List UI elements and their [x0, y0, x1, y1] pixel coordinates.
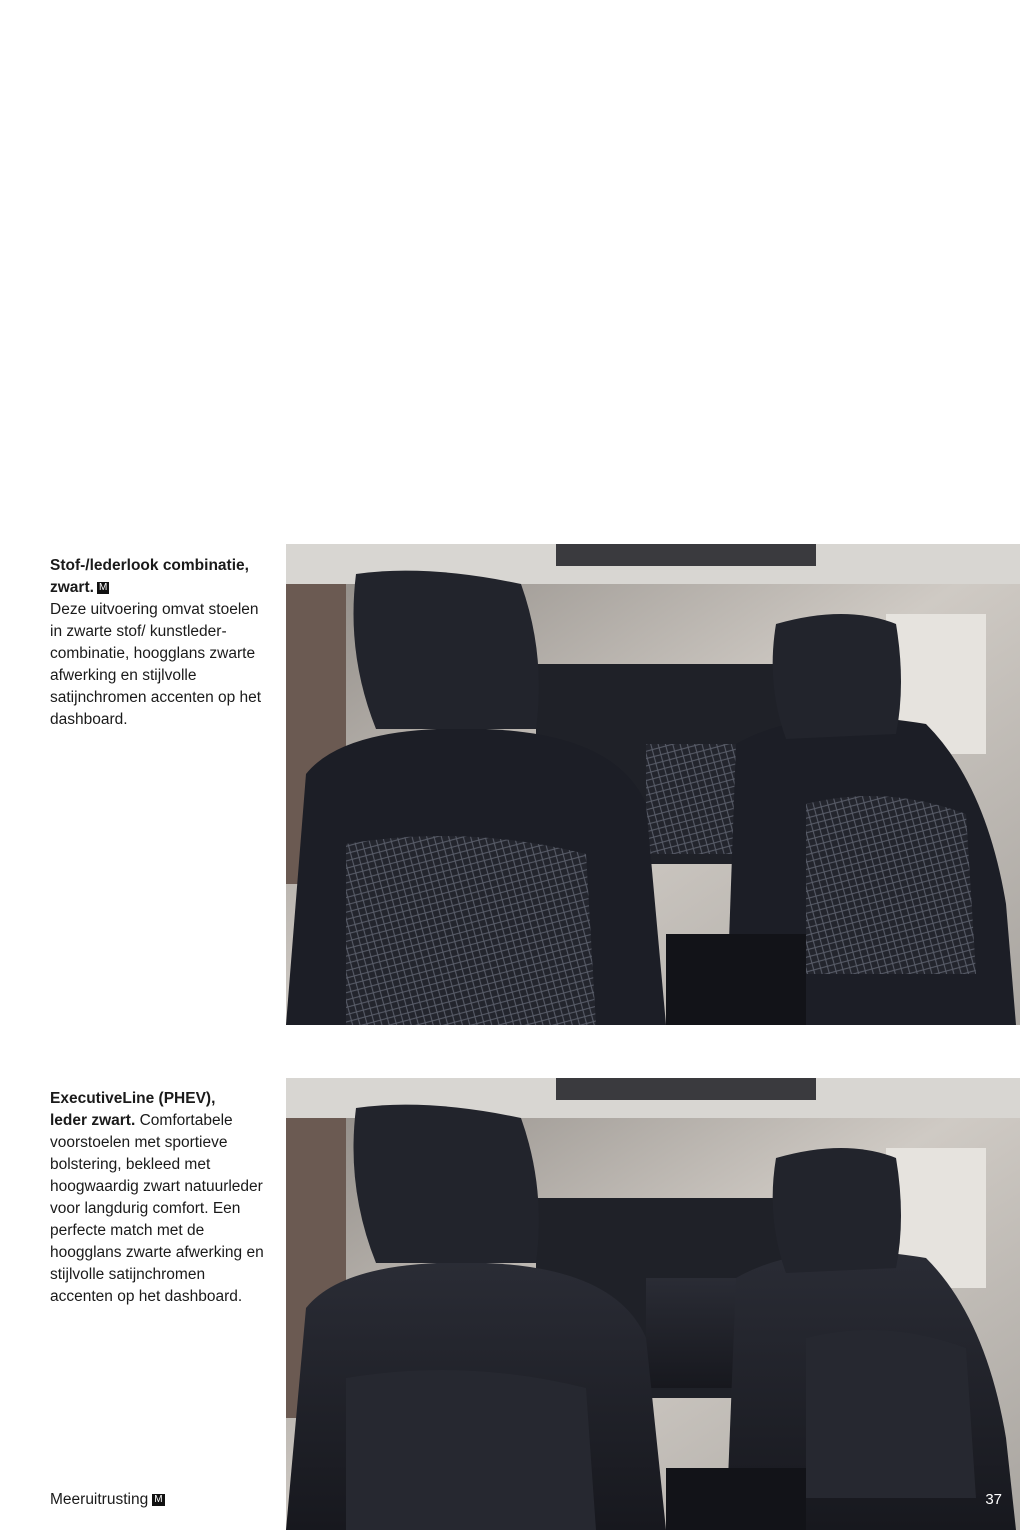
trim-body-text: Comfortabele voorstoelen met sportieve bolstering, bekleed met hoogwaardig zwart natuurleder voor langdurig comfort. Een perfecte match met de hoogglans zwarte afwerking en stijlvolle satijnchromen accenten op het dashboard.: [50, 1112, 264, 1305]
interior-illustration: [286, 1078, 1020, 1530]
footer-legend: [50, 1489, 165, 1511]
interior-photo-fabric-seats: [286, 544, 1020, 1025]
trim-title-line2: zwart.: [50, 579, 94, 596]
page-number: 37: [985, 1491, 1002, 1508]
trim-description-fabric-leatherlook: [50, 555, 265, 731]
trim-description-executiveline: [50, 1088, 265, 1308]
trim-title-line2: leder zwart.: [50, 1112, 136, 1129]
interior-photo-leather-seats: [286, 1078, 1020, 1530]
footer-legend-label: Meeruitrusting: [50, 1491, 149, 1508]
trim-title-line1: ExecutiveLine (PHEV),: [50, 1090, 216, 1107]
interior-illustration: [286, 544, 1020, 1025]
trim-body-text: Deze uitvoering omvat stoelen in zwarte stof/ kunstleder-combinatie, hoogglans zwarte afwerking en stijlvolle satijnchromen accenten op het dashboard.: [50, 601, 262, 728]
option-badge: M: [154, 1494, 163, 1505]
trim-title-line1: Stof-/lederlook combinatie,: [50, 557, 249, 574]
option-badge: M: [98, 582, 108, 593]
